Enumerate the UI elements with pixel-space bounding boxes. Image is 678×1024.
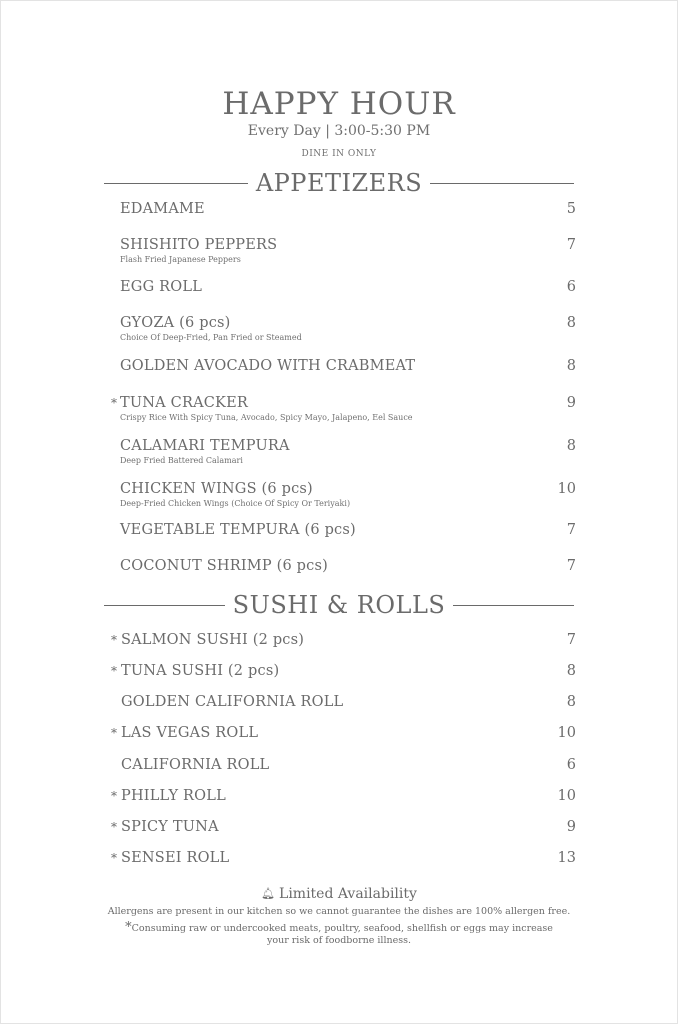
item-price: 9 bbox=[566, 395, 576, 411]
bell-icon: 🔔︎ bbox=[261, 887, 276, 900]
item-price: 5 bbox=[566, 201, 576, 217]
section-title: SUSHI & ROLLS bbox=[232, 591, 446, 619]
item-name: CALAMARI TEMPURA bbox=[120, 438, 290, 454]
menu-title: HAPPY HOUR bbox=[222, 86, 456, 122]
limited-label: Limited Availability bbox=[279, 886, 417, 902]
menu-item bbox=[104, 850, 578, 880]
menu-item bbox=[104, 788, 578, 818]
item-name: SPICY TUNA bbox=[121, 819, 219, 835]
menu-item bbox=[104, 315, 578, 345]
item-name: CALIFORNIA ROLL bbox=[121, 757, 270, 773]
item-name: COCONUT SHRIMP (6 pcs) bbox=[120, 558, 328, 574]
menu-item bbox=[104, 438, 578, 468]
menu-item bbox=[104, 201, 578, 231]
menu-item bbox=[104, 725, 578, 755]
item-name: LAS VEGAS ROLL bbox=[121, 725, 259, 741]
item-price: 10 bbox=[557, 725, 576, 741]
menu-item bbox=[104, 522, 578, 552]
item-name: GOLDEN CALIFORNIA ROLL bbox=[121, 694, 344, 710]
menu-item bbox=[104, 632, 578, 662]
item-price: 9 bbox=[566, 819, 576, 835]
limited-availability bbox=[0, 886, 678, 902]
item-price: 8 bbox=[566, 438, 576, 454]
item-name: TUNA CRACKER bbox=[120, 395, 248, 411]
menu-item bbox=[104, 481, 578, 511]
item-name: SHISHITO PEPPERS bbox=[120, 237, 278, 253]
item-description: Deep-Fried Chicken Wings (Choice Of Spicy Or Teriyaki) bbox=[120, 499, 351, 508]
item-name: EGG ROLL bbox=[120, 279, 203, 295]
item-price: 8 bbox=[566, 663, 576, 679]
dine-in-note: DINE IN ONLY bbox=[301, 149, 377, 159]
item-name: GOLDEN AVOCADO WITH CRABMEAT bbox=[120, 358, 416, 374]
item-name: TUNA SUSHI (2 pcs) bbox=[121, 663, 280, 679]
item-price: 13 bbox=[557, 850, 576, 866]
raw-marker: * bbox=[111, 633, 117, 647]
menu-hours: Every Day | 3:00-5:30 PM bbox=[247, 123, 431, 139]
item-name: SALMON SUSHI (2 pcs) bbox=[121, 632, 305, 648]
item-price: 7 bbox=[566, 522, 576, 538]
appetizers-heading bbox=[104, 168, 574, 198]
item-name: SENSEI ROLL bbox=[121, 850, 230, 866]
divider bbox=[453, 605, 574, 606]
menu-item bbox=[104, 819, 578, 849]
menu-item bbox=[104, 558, 578, 588]
item-name: EDAMAME bbox=[120, 201, 205, 217]
item-name: CHICKEN WINGS (6 pcs) bbox=[120, 481, 313, 497]
menu-item bbox=[104, 694, 578, 724]
raw-marker: * bbox=[111, 851, 117, 865]
divider bbox=[104, 183, 248, 184]
item-description: Deep Fried Battered Calamari bbox=[120, 456, 243, 465]
raw-marker: * bbox=[111, 664, 117, 678]
raw-marker: * bbox=[111, 789, 117, 803]
divider bbox=[430, 183, 574, 184]
item-price: 7 bbox=[566, 632, 576, 648]
item-description: Crispy Rice With Spicy Tuna, Avocado, Spicy Mayo, Jalapeno, Eel Sauce bbox=[120, 413, 413, 422]
menu-item bbox=[104, 358, 578, 388]
item-price: 8 bbox=[566, 315, 576, 331]
item-price: 10 bbox=[557, 788, 576, 804]
section-title: APPETIZERS bbox=[255, 169, 423, 197]
raw-warning-line1: Consuming raw or undercooked meats, poultry, seafood, shellfish or eggs may increase bbox=[131, 923, 553, 934]
raw-marker: * bbox=[125, 920, 132, 935]
menu-item bbox=[104, 395, 578, 425]
item-price: 8 bbox=[566, 694, 576, 710]
raw-marker: * bbox=[111, 726, 117, 740]
raw-warning bbox=[0, 920, 678, 935]
raw-marker: * bbox=[111, 396, 117, 410]
item-price: 6 bbox=[566, 757, 576, 773]
item-price: 10 bbox=[557, 481, 576, 497]
divider bbox=[104, 605, 225, 606]
menu-item bbox=[104, 279, 578, 309]
menu-item bbox=[104, 663, 578, 693]
item-price: 7 bbox=[566, 237, 576, 253]
item-description: Choice Of Deep-Fried, Pan Fried or Steamed bbox=[120, 333, 302, 342]
item-name: VEGETABLE TEMPURA (6 pcs) bbox=[120, 522, 356, 538]
item-name: PHILLY ROLL bbox=[121, 788, 226, 804]
item-price: 8 bbox=[566, 358, 576, 374]
item-name: GYOZA (6 pcs) bbox=[120, 315, 231, 331]
item-price: 6 bbox=[566, 279, 576, 295]
item-description: Flash Fried Japanese Peppers bbox=[120, 255, 241, 264]
raw-warning-line2: your risk of foodborne illness. bbox=[266, 935, 412, 946]
allergen-notice: Allergens are present in our kitchen so we cannot guarantee the dishes are 100% allergen free. bbox=[107, 906, 571, 917]
sushi-heading bbox=[104, 590, 574, 620]
raw-marker: * bbox=[111, 820, 117, 834]
menu-item bbox=[104, 757, 578, 787]
menu-item bbox=[104, 237, 578, 267]
item-price: 7 bbox=[566, 558, 576, 574]
